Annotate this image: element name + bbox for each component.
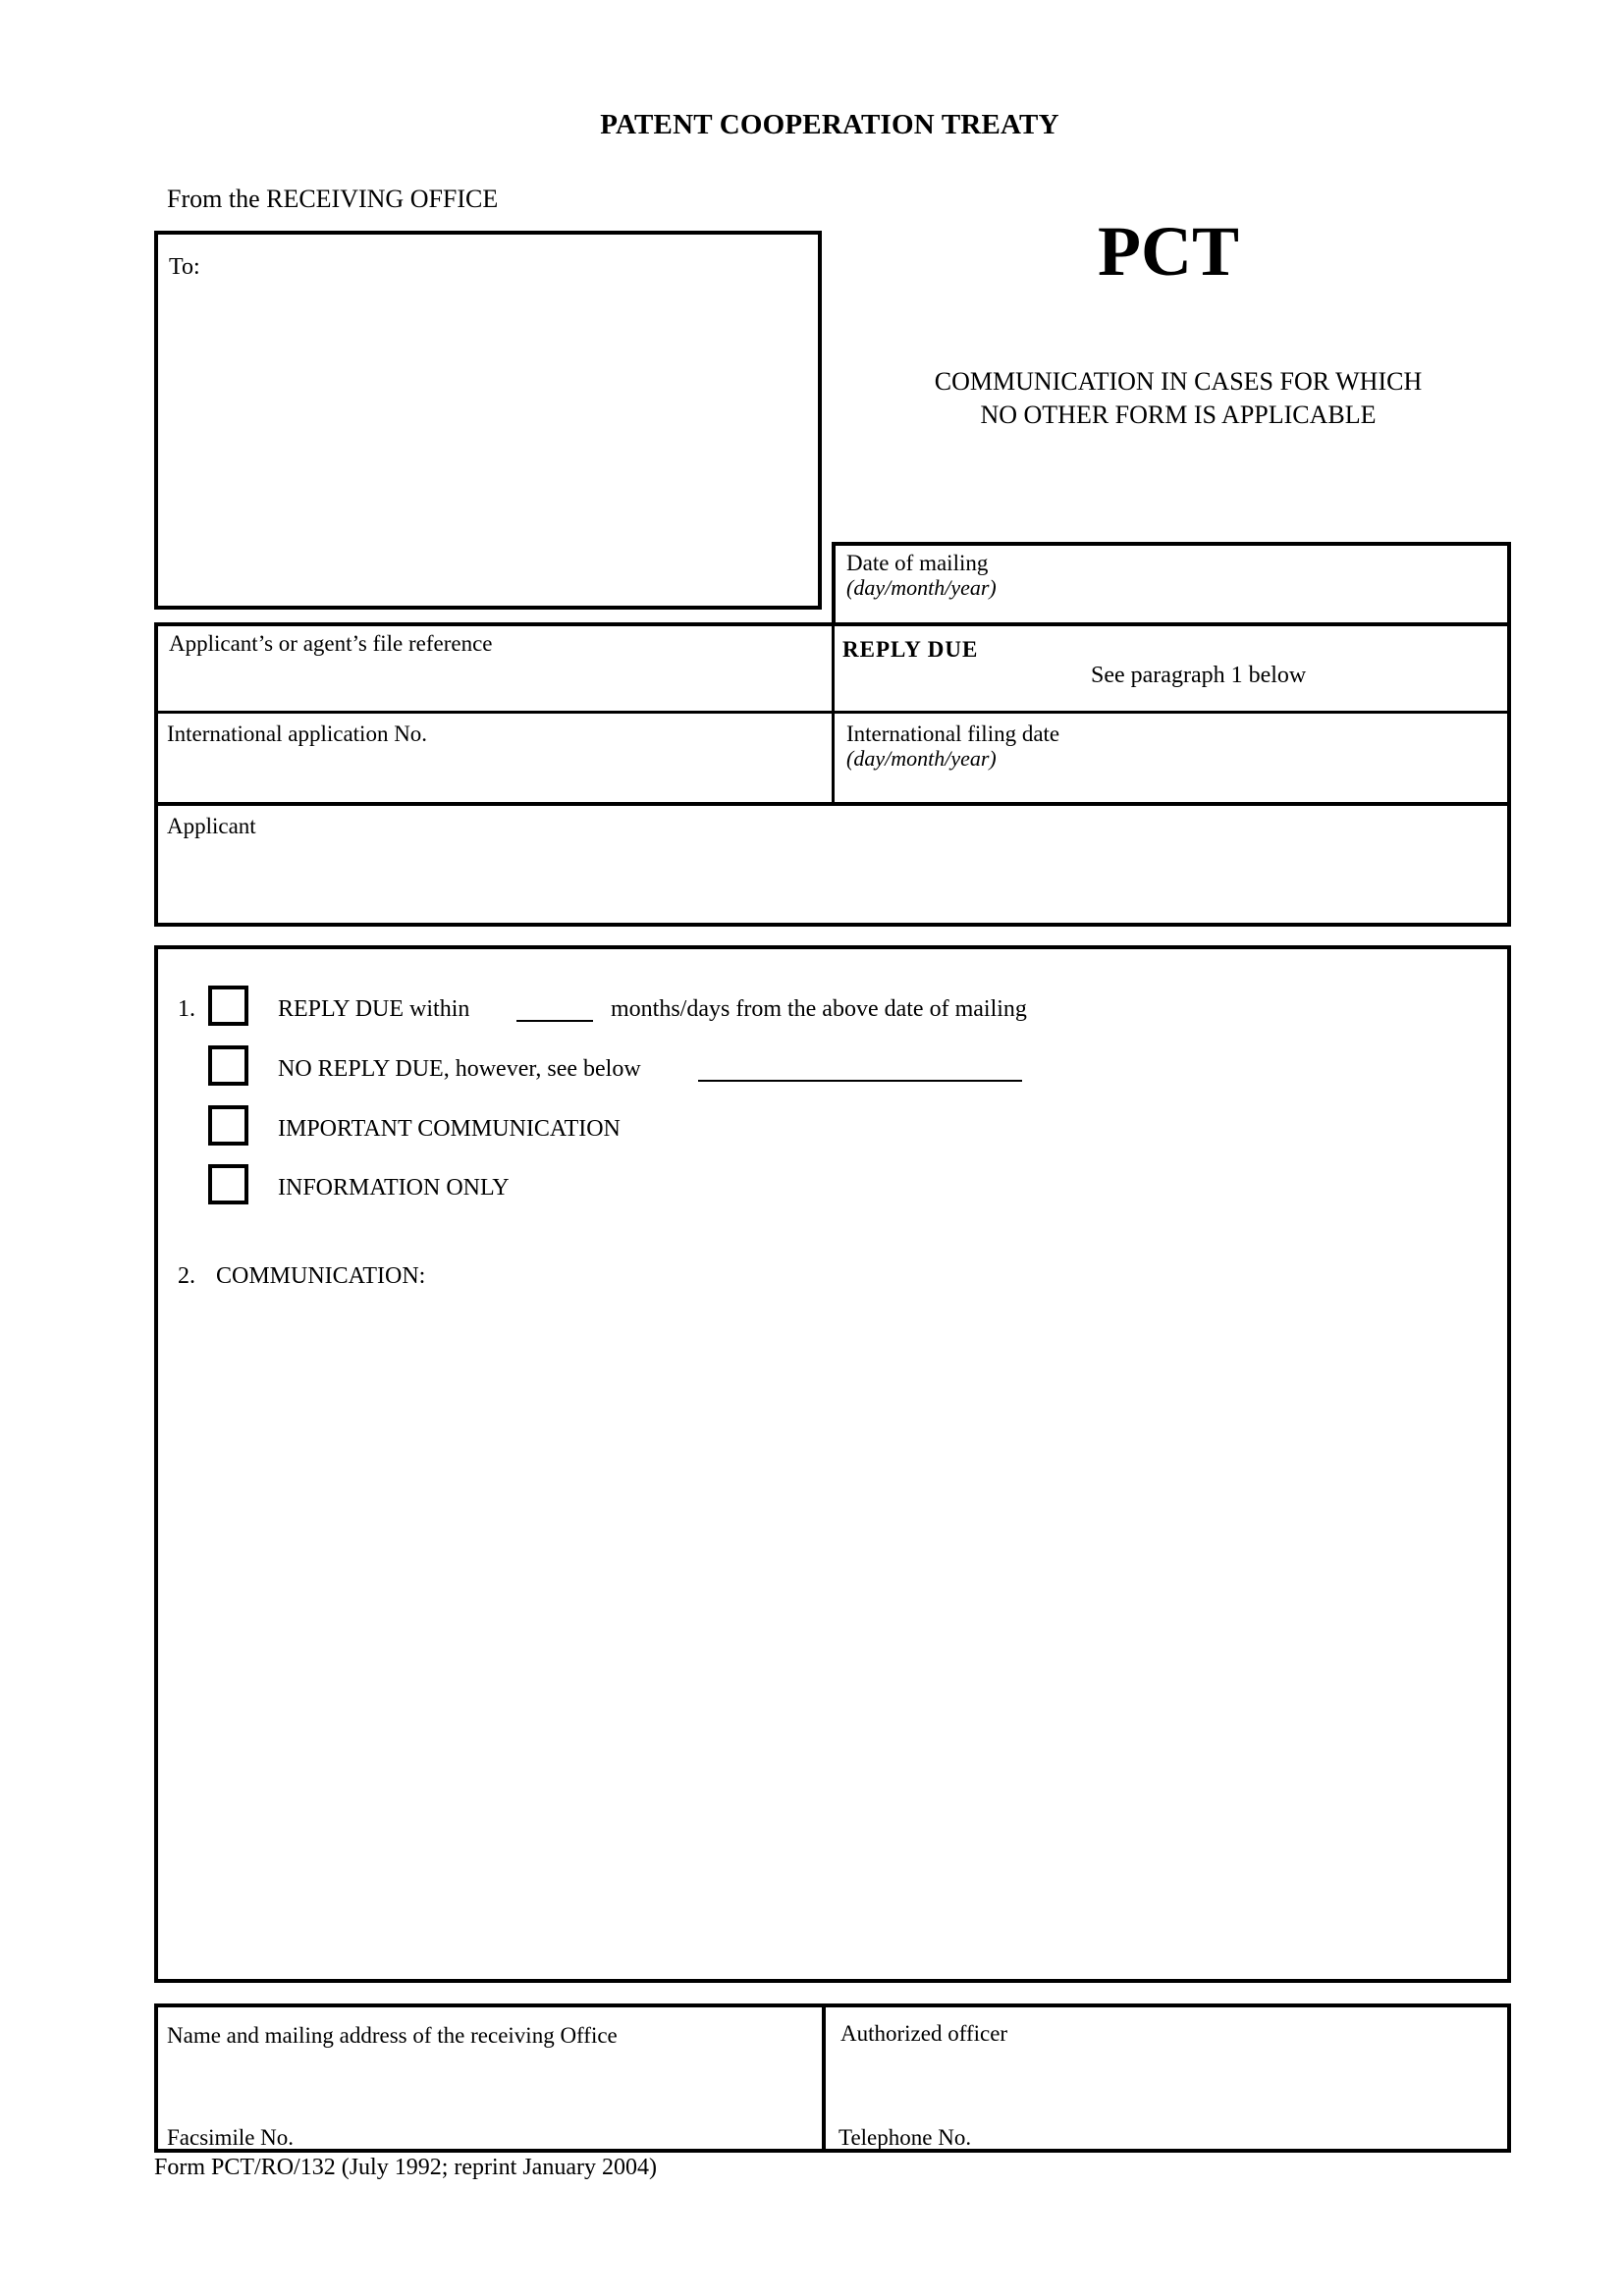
date-of-mailing-label: Date of mailing bbox=[846, 551, 989, 575]
reply-period-blank[interactable] bbox=[516, 1020, 593, 1022]
file-reference-label: Applicant’s or agent’s file reference bbox=[169, 631, 493, 656]
no-reply-due-checkbox[interactable] bbox=[208, 1045, 248, 1086]
communication-text-area[interactable] bbox=[177, 1301, 1488, 1968]
authorized-officer-label: Authorized officer bbox=[840, 2021, 1008, 2046]
subtitle-line-2: NO OTHER FORM IS APPLICABLE bbox=[980, 400, 1377, 429]
section-2-number: 2. bbox=[178, 1263, 195, 1289]
form-title: PATENT COOPERATION TREATY bbox=[600, 109, 1059, 140]
to-label: To: bbox=[169, 254, 200, 280]
no-reply-due-label: NO REPLY DUE, however, see below bbox=[278, 1056, 641, 1082]
to-address-box[interactable] bbox=[154, 231, 822, 610]
pct-mark: PCT bbox=[1098, 212, 1239, 291]
no-reply-reference-blank[interactable] bbox=[698, 1080, 1022, 1082]
subtitle-line-1: COMMUNICATION IN CASES FOR WHICH bbox=[934, 367, 1423, 396]
form-identifier: Form PCT/RO/132 (July 1992; reprint January 2004) bbox=[154, 2155, 657, 2180]
applicant-field[interactable] bbox=[158, 806, 1507, 923]
international-filing-date-format: (day/month/year) bbox=[846, 746, 997, 771]
communication-label: COMMUNICATION: bbox=[216, 1263, 426, 1289]
information-only-label: INFORMATION ONLY bbox=[278, 1175, 510, 1201]
important-communication-label: IMPORTANT COMMUNICATION bbox=[278, 1116, 621, 1142]
reply-due-within-label: REPLY DUE within bbox=[278, 996, 470, 1022]
important-communication-checkbox[interactable] bbox=[208, 1105, 248, 1146]
applicant-label: Applicant bbox=[167, 814, 256, 838]
reply-due-within-checkbox[interactable] bbox=[208, 986, 248, 1026]
telephone-label: Telephone No. bbox=[839, 2125, 972, 2150]
facsimile-label: Facsimile No. bbox=[167, 2125, 295, 2150]
information-only-checkbox[interactable] bbox=[208, 1164, 248, 1204]
form-subtitle bbox=[884, 365, 1473, 432]
international-application-no-label: International application No. bbox=[167, 721, 428, 746]
from-receiving-office-label: From the RECEIVING OFFICE bbox=[167, 185, 499, 213]
reply-due-label: REPLY DUE bbox=[842, 637, 979, 662]
section-1-number: 1. bbox=[178, 996, 195, 1022]
date-of-mailing-format: (day/month/year) bbox=[846, 575, 997, 600]
reply-due-within-suffix: months/days from the above date of mailing bbox=[611, 996, 1027, 1022]
international-filing-date-label: International filing date bbox=[846, 721, 1060, 746]
office-address-label: Name and mailing address of the receiving Office bbox=[167, 2023, 618, 2048]
reply-due-note: See paragraph 1 below bbox=[1091, 663, 1307, 688]
